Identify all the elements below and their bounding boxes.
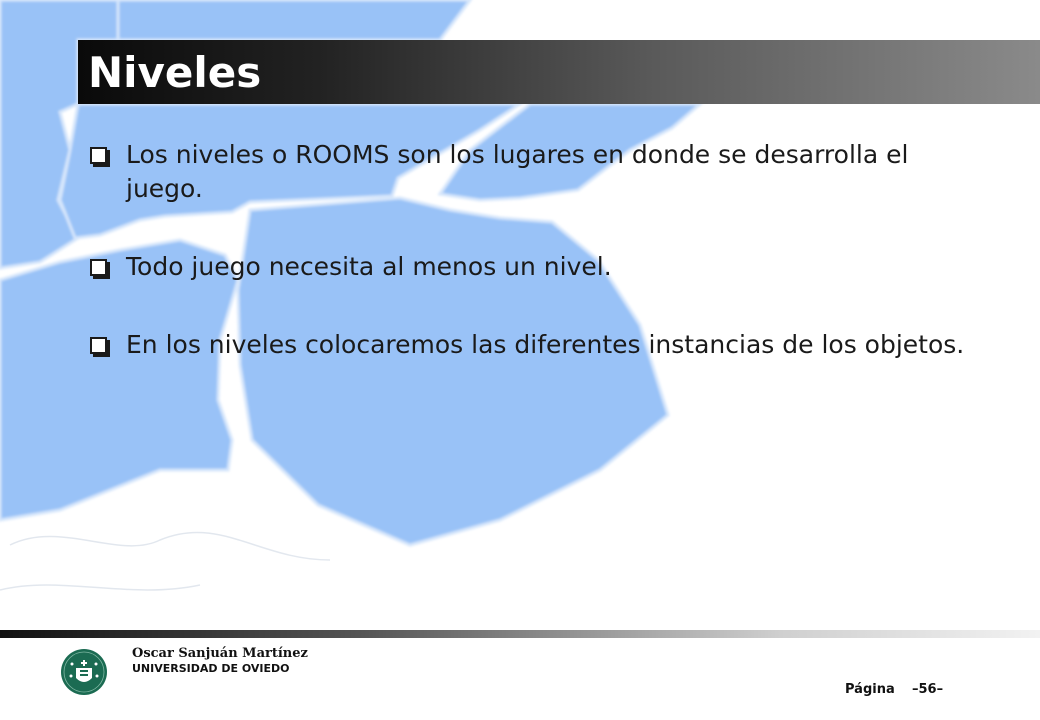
bullet-text: En los niveles colocaremos las diferentes instancias de los objetos.: [126, 330, 965, 359]
slide-title: Niveles: [88, 48, 262, 97]
footer-bar: [0, 630, 1040, 638]
page-label: Página: [845, 682, 895, 697]
bullet-text: Todo juego necesita al menos un nivel.: [126, 252, 612, 281]
author-name: Oscar Sanjuán Martínez: [132, 646, 308, 661]
square-bullet-icon: [90, 337, 107, 354]
page-number: –56–: [912, 682, 944, 697]
university-seal-icon: [60, 648, 108, 696]
bullet-item: [90, 328, 990, 362]
bullet-text: Los niveles o ROOMS son los lugares en donde se desarrolla el juego.: [126, 140, 909, 203]
square-bullet-icon: [90, 147, 107, 164]
bullet-item: [90, 250, 990, 284]
university-name: UNIVERSIDAD DE OVIEDO: [132, 662, 290, 675]
bullet-list: [90, 138, 990, 362]
bullet-item: [90, 138, 990, 206]
square-bullet-icon: [90, 259, 107, 276]
